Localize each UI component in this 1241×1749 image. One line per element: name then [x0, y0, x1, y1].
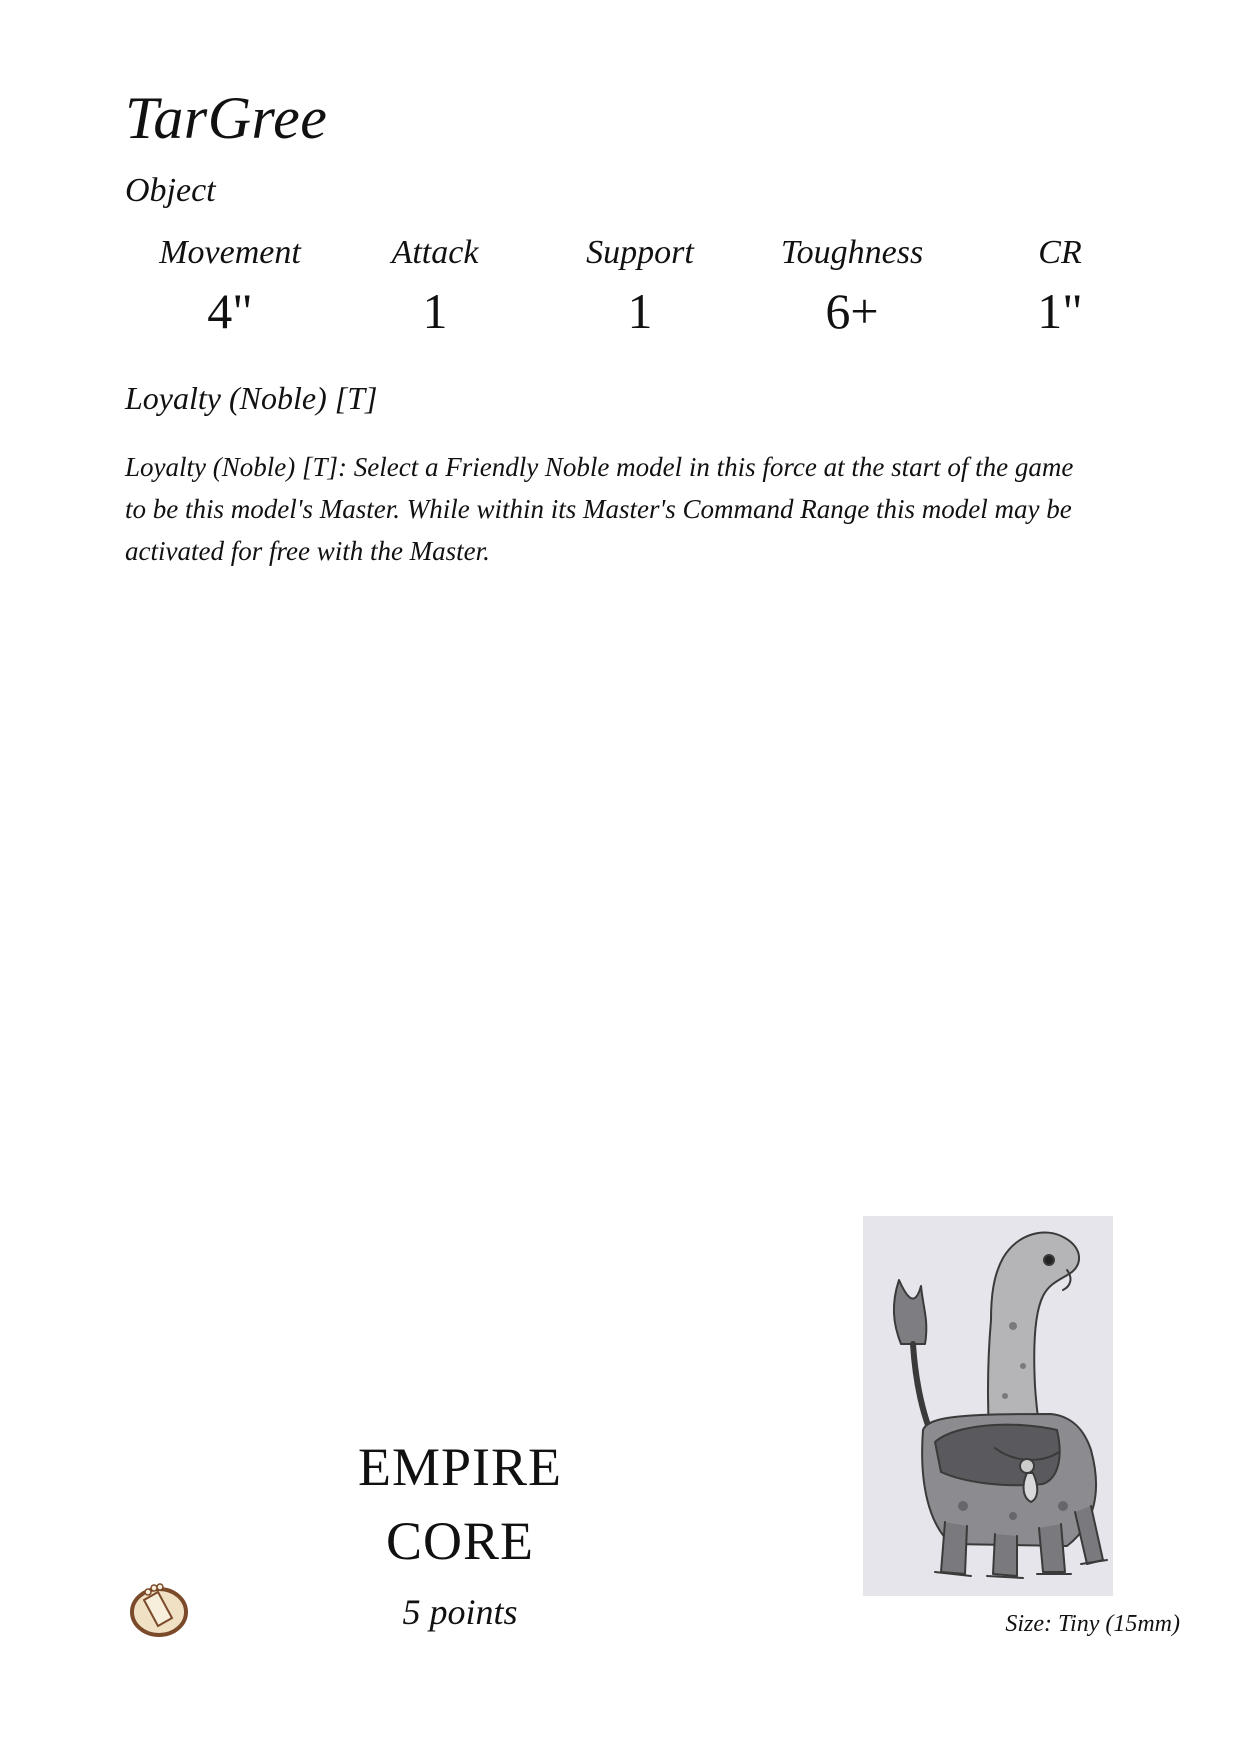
card-type: Object	[125, 172, 216, 209]
stat-line	[130, 236, 1130, 346]
stat-value: 1	[627, 283, 653, 339]
special-rules-list: Loyalty (Noble) [T]	[125, 380, 378, 416]
stat-value: 4"	[207, 283, 253, 339]
faction-block	[300, 1437, 620, 1571]
points-cost: 5 points	[402, 1592, 518, 1632]
rule-name: Loyalty (Noble) [T]:	[125, 452, 347, 482]
publisher-logo-icon	[128, 1578, 190, 1640]
stat-label: Movement	[159, 234, 301, 271]
stat-support	[540, 234, 740, 339]
stat-attack	[335, 234, 535, 339]
stat-cr	[960, 234, 1160, 339]
stat-label: Toughness	[780, 234, 924, 271]
stat-toughness	[752, 234, 952, 339]
stat-value: 6+	[825, 283, 879, 339]
creature-sketch-icon	[863, 1216, 1113, 1596]
creature-illustration	[863, 1216, 1113, 1596]
rules-text	[125, 446, 1085, 572]
faction-category: CORE	[385, 1511, 535, 1571]
stat-label: CR	[1038, 234, 1082, 271]
card-title: TarGree	[125, 85, 328, 151]
stat-label: Support	[586, 234, 694, 271]
faction-name: EMPIRE	[357, 1437, 563, 1497]
stat-value: 1"	[1037, 283, 1083, 339]
stat-label: Attack	[391, 234, 479, 271]
rule-body: Select a Friendly Noble model in this force at the start of the game to be this model's Master. While within its Master's Command Range this model may be activated for free with the Master.	[125, 452, 1074, 566]
model-size: Size: Tiny (15mm)	[1005, 1611, 1180, 1637]
stat-value: 1	[422, 283, 448, 339]
stat-movement	[130, 234, 330, 339]
